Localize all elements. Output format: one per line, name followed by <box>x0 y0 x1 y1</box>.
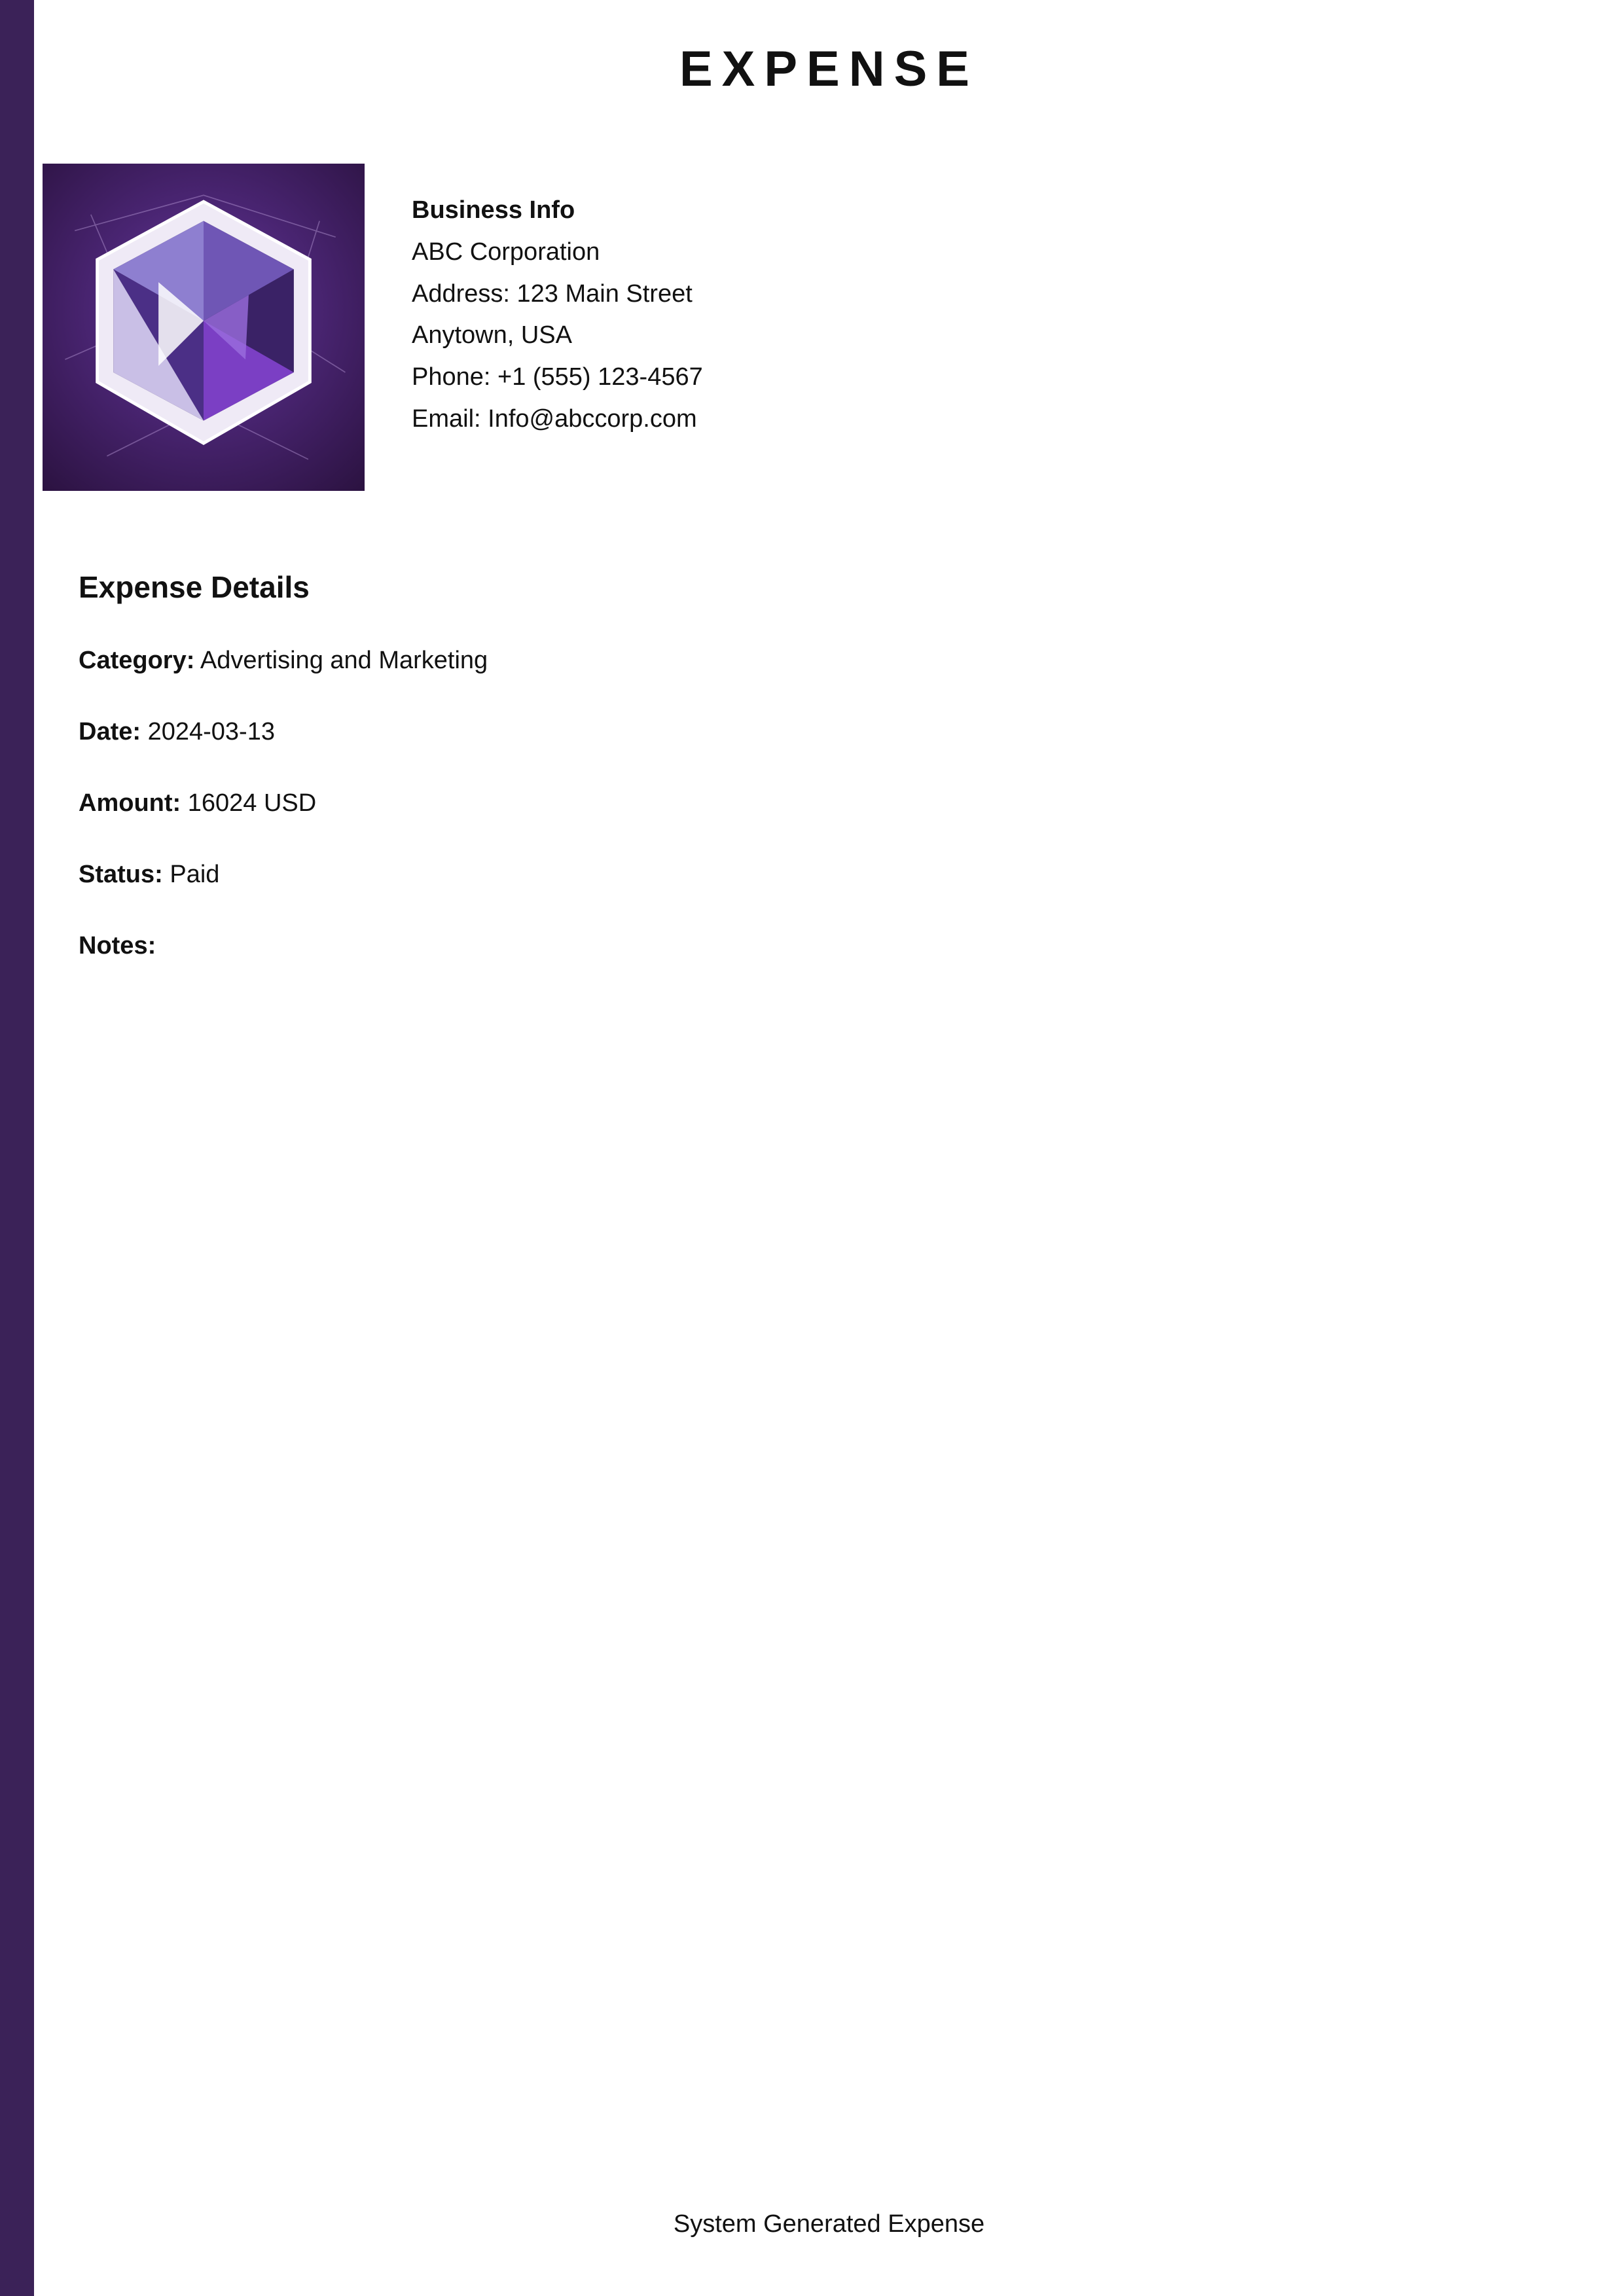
detail-value-category: Advertising and Marketing <box>200 647 488 674</box>
detail-row-notes <box>79 933 1257 958</box>
business-info-heading: Business Info <box>412 196 575 224</box>
detail-value-date: 2024-03-13 <box>147 718 275 745</box>
page-title: EXPENSE <box>679 41 979 97</box>
document-header <box>43 164 703 491</box>
business-phone: Phone: +1 (555) 123-4567 <box>412 363 703 391</box>
expense-details-heading: Expense Details <box>79 570 310 604</box>
detail-row-status <box>79 862 1257 887</box>
polyhedron-gem-logo-icon <box>43 164 365 491</box>
detail-label-category: Category: <box>79 647 195 674</box>
business-name: ABC Corporation <box>412 238 600 266</box>
detail-row-date <box>79 719 1257 744</box>
detail-label-notes: Notes: <box>79 932 156 960</box>
detail-label-status: Status: <box>79 861 163 888</box>
business-address: Address: 123 Main Street <box>412 279 693 308</box>
document-footer: System Generated Expense <box>673 2210 985 2238</box>
detail-row-category <box>79 648 1257 673</box>
detail-value-amount: 16024 USD <box>187 789 317 817</box>
expense-details-list <box>79 648 1257 1005</box>
business-info-block <box>412 164 703 440</box>
detail-row-amount <box>79 791 1257 816</box>
document-content <box>34 0 1624 2296</box>
business-email: Email: Info@abccorp.com <box>412 405 697 433</box>
status-badge: Paid <box>170 861 220 888</box>
accent-side-bar <box>0 0 34 2296</box>
business-city: Anytown, USA <box>412 321 572 350</box>
detail-label-date: Date: <box>79 718 141 745</box>
detail-label-amount: Amount: <box>79 789 181 817</box>
